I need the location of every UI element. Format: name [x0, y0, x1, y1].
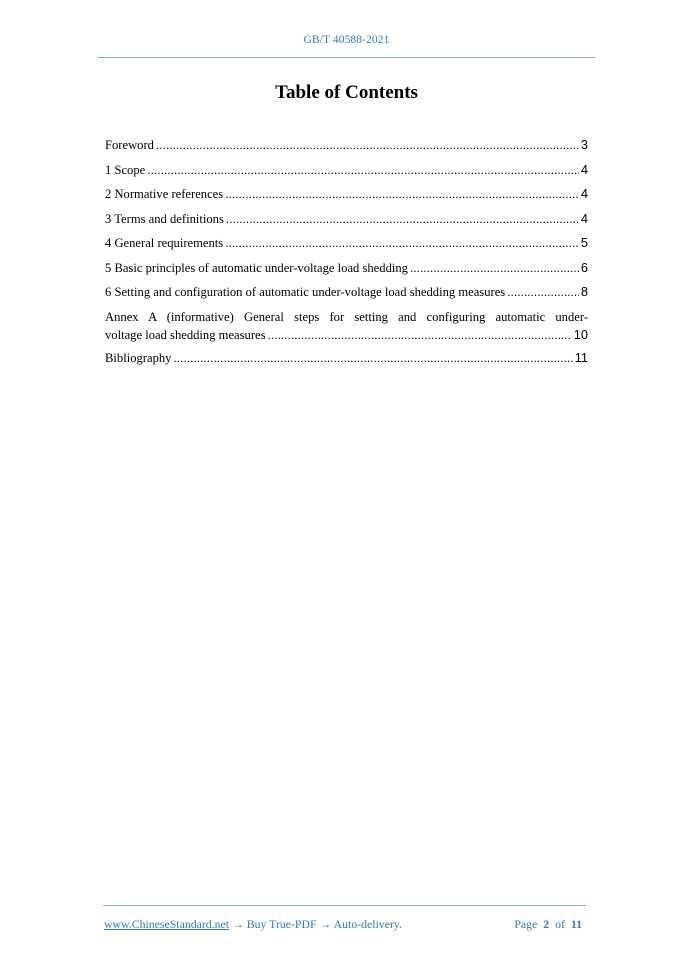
- toc-entry-label: 6 Setting and configuration of automatic under-voltage load shedding measures: [105, 285, 506, 299]
- page-word: Page: [514, 917, 538, 931]
- dot-leader: [225, 187, 579, 201]
- toc-entry-page: 3: [580, 137, 588, 152]
- toc-entry-scope[interactable]: [105, 162, 588, 187]
- toc-entry-setting-configuration[interactable]: [105, 284, 588, 309]
- toc-entry-basic-principles[interactable]: [105, 260, 588, 285]
- toc-entry-page: 4: [580, 161, 588, 177]
- dot-leader: [268, 327, 572, 344]
- toc-entry-annex-a[interactable]: [105, 309, 588, 344]
- table-of-contents: [105, 137, 588, 374]
- toc-entry-label: 3 Terms and definitions: [105, 211, 224, 226]
- dot-leader: [147, 163, 579, 177]
- dot-leader: [173, 351, 572, 365]
- dot-leader: [507, 285, 579, 299]
- dot-leader: [226, 212, 579, 226]
- toc-entry-general-requirements[interactable]: [105, 235, 588, 260]
- toc-entry-page: 6: [580, 259, 588, 275]
- toc-entry-label: Bibliography: [105, 350, 172, 365]
- buy-pdf-link[interactable]: Buy True-PDF: [246, 917, 317, 931]
- toc-entry-page: 4: [580, 210, 588, 226]
- toc-entry-label-line2: voltage load shedding measures: [105, 327, 266, 342]
- toc-entry-page: 5: [580, 235, 588, 250]
- page-indicator: [514, 917, 585, 932]
- current-page-number: 2: [543, 917, 550, 931]
- site-link[interactable]: www.ChineseStandard.net: [104, 917, 230, 931]
- toc-entry-page: 11: [574, 349, 588, 365]
- toc-entry-bibliography[interactable]: [105, 350, 588, 375]
- dot-leader: [156, 138, 579, 152]
- dot-leader: [410, 261, 579, 275]
- of-word: of: [555, 917, 565, 931]
- delivery-text: Auto-delivery.: [333, 917, 402, 931]
- toc-entry-label-line1: Annex A (informative) General steps for setting and configuring automatic under-: [105, 309, 588, 324]
- running-header: GB/T 40588-2021: [303, 34, 390, 46]
- arrow-icon: →: [319, 917, 332, 931]
- toc-entry-normative-references[interactable]: [105, 186, 588, 211]
- header-divider: [98, 57, 595, 58]
- toc-entry-label: 4 General requirements: [105, 236, 224, 250]
- footer-promo: [104, 917, 402, 932]
- toc-entry-page: 8: [580, 284, 588, 299]
- toc-entry-foreword[interactable]: [105, 137, 588, 162]
- total-pages-number: 11: [570, 917, 582, 931]
- toc-entry-page: 10: [573, 326, 588, 342]
- toc-entry-page: 4: [580, 186, 588, 201]
- toc-entry-terms-definitions[interactable]: [105, 211, 588, 236]
- footer-divider: [103, 905, 586, 906]
- toc-entry-label: 5 Basic principles of automatic under-voltage load shedding: [105, 260, 408, 275]
- toc-entry-label: Foreword: [105, 138, 154, 152]
- toc-entry-label: 2 Normative references: [105, 187, 224, 201]
- dot-leader: [225, 236, 579, 250]
- toc-entry-label: 1 Scope: [105, 162, 146, 177]
- toc-title: Table of Contents: [275, 82, 418, 103]
- arrow-icon: →: [232, 917, 244, 931]
